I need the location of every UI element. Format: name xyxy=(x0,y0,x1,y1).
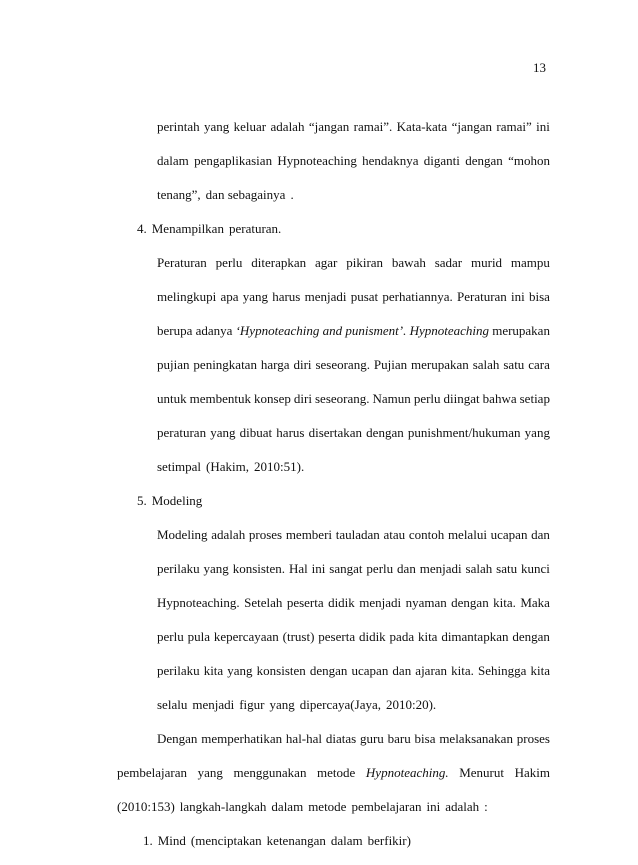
word: kunci xyxy=(521,561,550,576)
word: seseorang. xyxy=(315,357,370,372)
word: peraturan. xyxy=(228,221,282,236)
word: bawah xyxy=(391,255,426,270)
text-line xyxy=(157,151,550,185)
word: apa xyxy=(220,289,239,304)
word: diterapkan xyxy=(251,255,307,270)
word: peningkatan xyxy=(193,357,257,372)
word: menjadi xyxy=(419,561,462,576)
word: melaksanakan xyxy=(439,731,513,746)
word: 2010:20). xyxy=(385,697,437,712)
word: Hypnoteaching xyxy=(277,153,357,168)
word: hendaknya xyxy=(362,153,419,168)
word: diri xyxy=(293,391,312,406)
word: Hypnoteaching. xyxy=(157,595,240,610)
word: Hakim xyxy=(514,765,550,780)
word: dibuat xyxy=(239,425,273,440)
word: : xyxy=(484,799,488,814)
word: . xyxy=(290,187,294,202)
word: disertakan xyxy=(308,425,363,440)
word: sadar xyxy=(434,255,463,270)
word: ramai” xyxy=(496,119,532,134)
word: baru xyxy=(387,731,411,746)
word: dalam xyxy=(271,799,304,814)
word: adalah xyxy=(270,119,305,134)
word: menjadi xyxy=(304,289,347,304)
word: dengan xyxy=(465,153,503,168)
word: figur xyxy=(239,697,265,712)
word: didik xyxy=(328,595,355,610)
word: ini xyxy=(511,289,525,304)
word: perintah xyxy=(157,119,200,134)
word: atau xyxy=(383,527,406,542)
word: pusat xyxy=(350,289,379,304)
word: murid xyxy=(471,255,503,270)
text-line xyxy=(157,457,550,491)
text-line xyxy=(157,593,550,627)
text-line xyxy=(157,423,550,457)
word: berfikir) xyxy=(367,833,411,848)
word: ‘Hypnoteaching and punisment’. xyxy=(235,323,407,338)
word: tenang”, xyxy=(157,187,201,202)
word: menjadi xyxy=(192,697,235,712)
word: yang xyxy=(269,697,295,712)
word: dalam xyxy=(157,153,189,168)
text-line xyxy=(157,627,550,661)
word: didik xyxy=(358,629,386,644)
word: yang xyxy=(203,119,230,134)
word: untuk xyxy=(157,391,187,406)
text-line xyxy=(157,321,550,355)
word: berupa xyxy=(157,323,193,338)
word: hal-hal xyxy=(285,731,323,746)
text-line xyxy=(157,695,550,729)
word: pikiran xyxy=(346,255,384,270)
word: konsisten. xyxy=(232,561,286,576)
word: harus xyxy=(272,289,301,304)
word: pembelajaran xyxy=(351,799,422,814)
word: dimantapkan xyxy=(441,629,509,644)
text-line xyxy=(157,525,550,559)
word: harus xyxy=(276,425,305,440)
word: dalam xyxy=(330,833,363,848)
word: bahwa xyxy=(482,391,517,406)
word: ramai”. xyxy=(353,119,393,134)
word: Modeling xyxy=(151,493,203,508)
word: kita xyxy=(417,629,438,644)
word: salah xyxy=(472,357,500,372)
word: yang xyxy=(203,561,229,576)
word: 2010:51). xyxy=(254,459,305,474)
word: pada xyxy=(389,629,415,644)
word: Kata-kata xyxy=(396,119,448,134)
word: Hal xyxy=(288,561,308,576)
word: memberi xyxy=(285,527,333,542)
word: yang xyxy=(197,765,223,780)
word: harga xyxy=(260,357,290,372)
text-line xyxy=(157,389,550,423)
word: Maka xyxy=(520,595,550,610)
word: yang xyxy=(227,663,253,678)
word: melingkupi xyxy=(157,289,217,304)
word: dipercaya(Jaya, xyxy=(299,697,381,712)
word: salah xyxy=(465,561,493,576)
word: merupakan xyxy=(411,357,469,372)
word: peraturan xyxy=(157,425,207,440)
word: ketenangan xyxy=(266,833,326,848)
word: menggunakan xyxy=(233,765,307,780)
text-line xyxy=(157,661,550,695)
word: peserta xyxy=(318,629,356,644)
text-line xyxy=(157,253,550,287)
word: ucapan xyxy=(351,663,389,678)
word: menjadi xyxy=(359,595,402,610)
word: setiap xyxy=(519,391,550,406)
word: cara xyxy=(528,357,550,372)
word: Dengan xyxy=(157,731,198,746)
word: “jangan xyxy=(451,119,493,134)
word: dengan xyxy=(309,663,348,678)
word: kita. xyxy=(451,663,474,678)
word: Modeling xyxy=(157,527,208,542)
word: dan sebagainya xyxy=(205,187,286,202)
text-line xyxy=(157,117,550,151)
word: agar xyxy=(314,255,338,270)
word: adalah xyxy=(211,527,246,542)
word: memperhatikan xyxy=(201,731,283,746)
word: kita. xyxy=(493,595,516,610)
word: perlu xyxy=(366,561,394,576)
word: (menciptakan xyxy=(190,833,262,848)
word: seseorang. xyxy=(314,391,370,406)
text-line xyxy=(157,559,550,593)
word: satu xyxy=(496,561,518,576)
word: yang xyxy=(524,425,550,440)
text-line xyxy=(157,729,550,763)
word: 1. xyxy=(143,833,153,848)
word: (2010:153) xyxy=(117,799,175,814)
word: guru xyxy=(359,731,384,746)
word: kita xyxy=(530,663,550,678)
word: kepercayaan xyxy=(213,629,279,644)
word: Mind xyxy=(157,833,186,848)
word: metode xyxy=(308,799,347,814)
word: Pujian xyxy=(373,357,408,372)
word: Namun xyxy=(372,391,411,406)
word: proses xyxy=(516,731,550,746)
word: membentuk xyxy=(189,391,252,406)
word: proses xyxy=(248,527,283,542)
word: sangat xyxy=(329,561,363,576)
word: dengan xyxy=(366,425,404,440)
word: langkah-langkah xyxy=(179,799,267,814)
word: bisa xyxy=(414,731,436,746)
document-body xyxy=(117,117,550,865)
word: Sehingga xyxy=(478,663,527,678)
word: (trust) xyxy=(282,629,315,644)
word: selalu xyxy=(157,697,188,712)
word: setimpal xyxy=(157,459,202,474)
word: kita xyxy=(203,663,224,678)
word: Setelah xyxy=(244,595,283,610)
word: pembelajaran xyxy=(117,765,188,780)
word: yang xyxy=(210,425,236,440)
word: pujian xyxy=(157,357,190,372)
page-number: 13 xyxy=(533,60,546,75)
word: contoh xyxy=(408,527,445,542)
word: ini xyxy=(426,799,441,814)
text-line xyxy=(157,287,550,321)
word: dengan xyxy=(512,629,550,644)
word: dan xyxy=(392,663,412,678)
word: tauladan xyxy=(335,527,380,542)
word: pengaplikasian xyxy=(194,153,273,168)
text-line xyxy=(137,219,550,253)
word: ini xyxy=(311,561,326,576)
text-line xyxy=(157,355,550,389)
word: dan xyxy=(397,561,416,576)
word: peserta xyxy=(286,595,324,610)
word: Menampilkan xyxy=(151,221,224,236)
word: perilaku xyxy=(157,663,200,678)
text-line xyxy=(137,491,550,525)
word: perlu xyxy=(157,629,184,644)
word: perlu xyxy=(413,391,441,406)
word: diingat xyxy=(443,391,480,406)
word: keluar xyxy=(233,119,267,134)
word: adanya xyxy=(195,323,233,338)
word: Menurut xyxy=(459,765,504,780)
word: adalah xyxy=(445,799,480,814)
word: 5. xyxy=(137,493,147,508)
word: “mohon xyxy=(508,153,550,168)
word: Hypnoteaching. xyxy=(365,765,449,780)
word: bisa xyxy=(528,289,550,304)
text-line xyxy=(157,185,550,219)
word: perlu xyxy=(215,255,243,270)
word: Peraturan xyxy=(456,289,507,304)
word: satu xyxy=(503,357,525,372)
word: pula xyxy=(187,629,210,644)
word: metode xyxy=(317,765,356,780)
word: dan xyxy=(531,527,550,542)
word: punishment/hukuman xyxy=(407,425,521,440)
word: ini xyxy=(536,119,550,134)
word: merupakan xyxy=(492,323,550,338)
word: diatas xyxy=(325,731,357,746)
word: perhatiannya. xyxy=(382,289,453,304)
word: nyaman xyxy=(405,595,447,610)
word: Hypnoteaching xyxy=(409,323,489,338)
word: ucapan xyxy=(490,527,528,542)
word: mampu xyxy=(510,255,550,270)
word: 4. xyxy=(137,221,147,236)
word: konsep xyxy=(254,391,291,406)
word: (Hakim, xyxy=(206,459,250,474)
word: ajaran xyxy=(415,663,448,678)
word: diganti xyxy=(423,153,460,168)
text-line xyxy=(143,831,550,865)
word: diri xyxy=(293,357,312,372)
word: melalui xyxy=(447,527,487,542)
word: perilaku xyxy=(157,561,200,576)
word: dengan xyxy=(451,595,489,610)
text-line xyxy=(117,763,550,797)
word: yang xyxy=(242,289,268,304)
word: Peraturan xyxy=(157,255,207,270)
word: “jangan xyxy=(308,119,350,134)
word: konsisten xyxy=(256,663,306,678)
